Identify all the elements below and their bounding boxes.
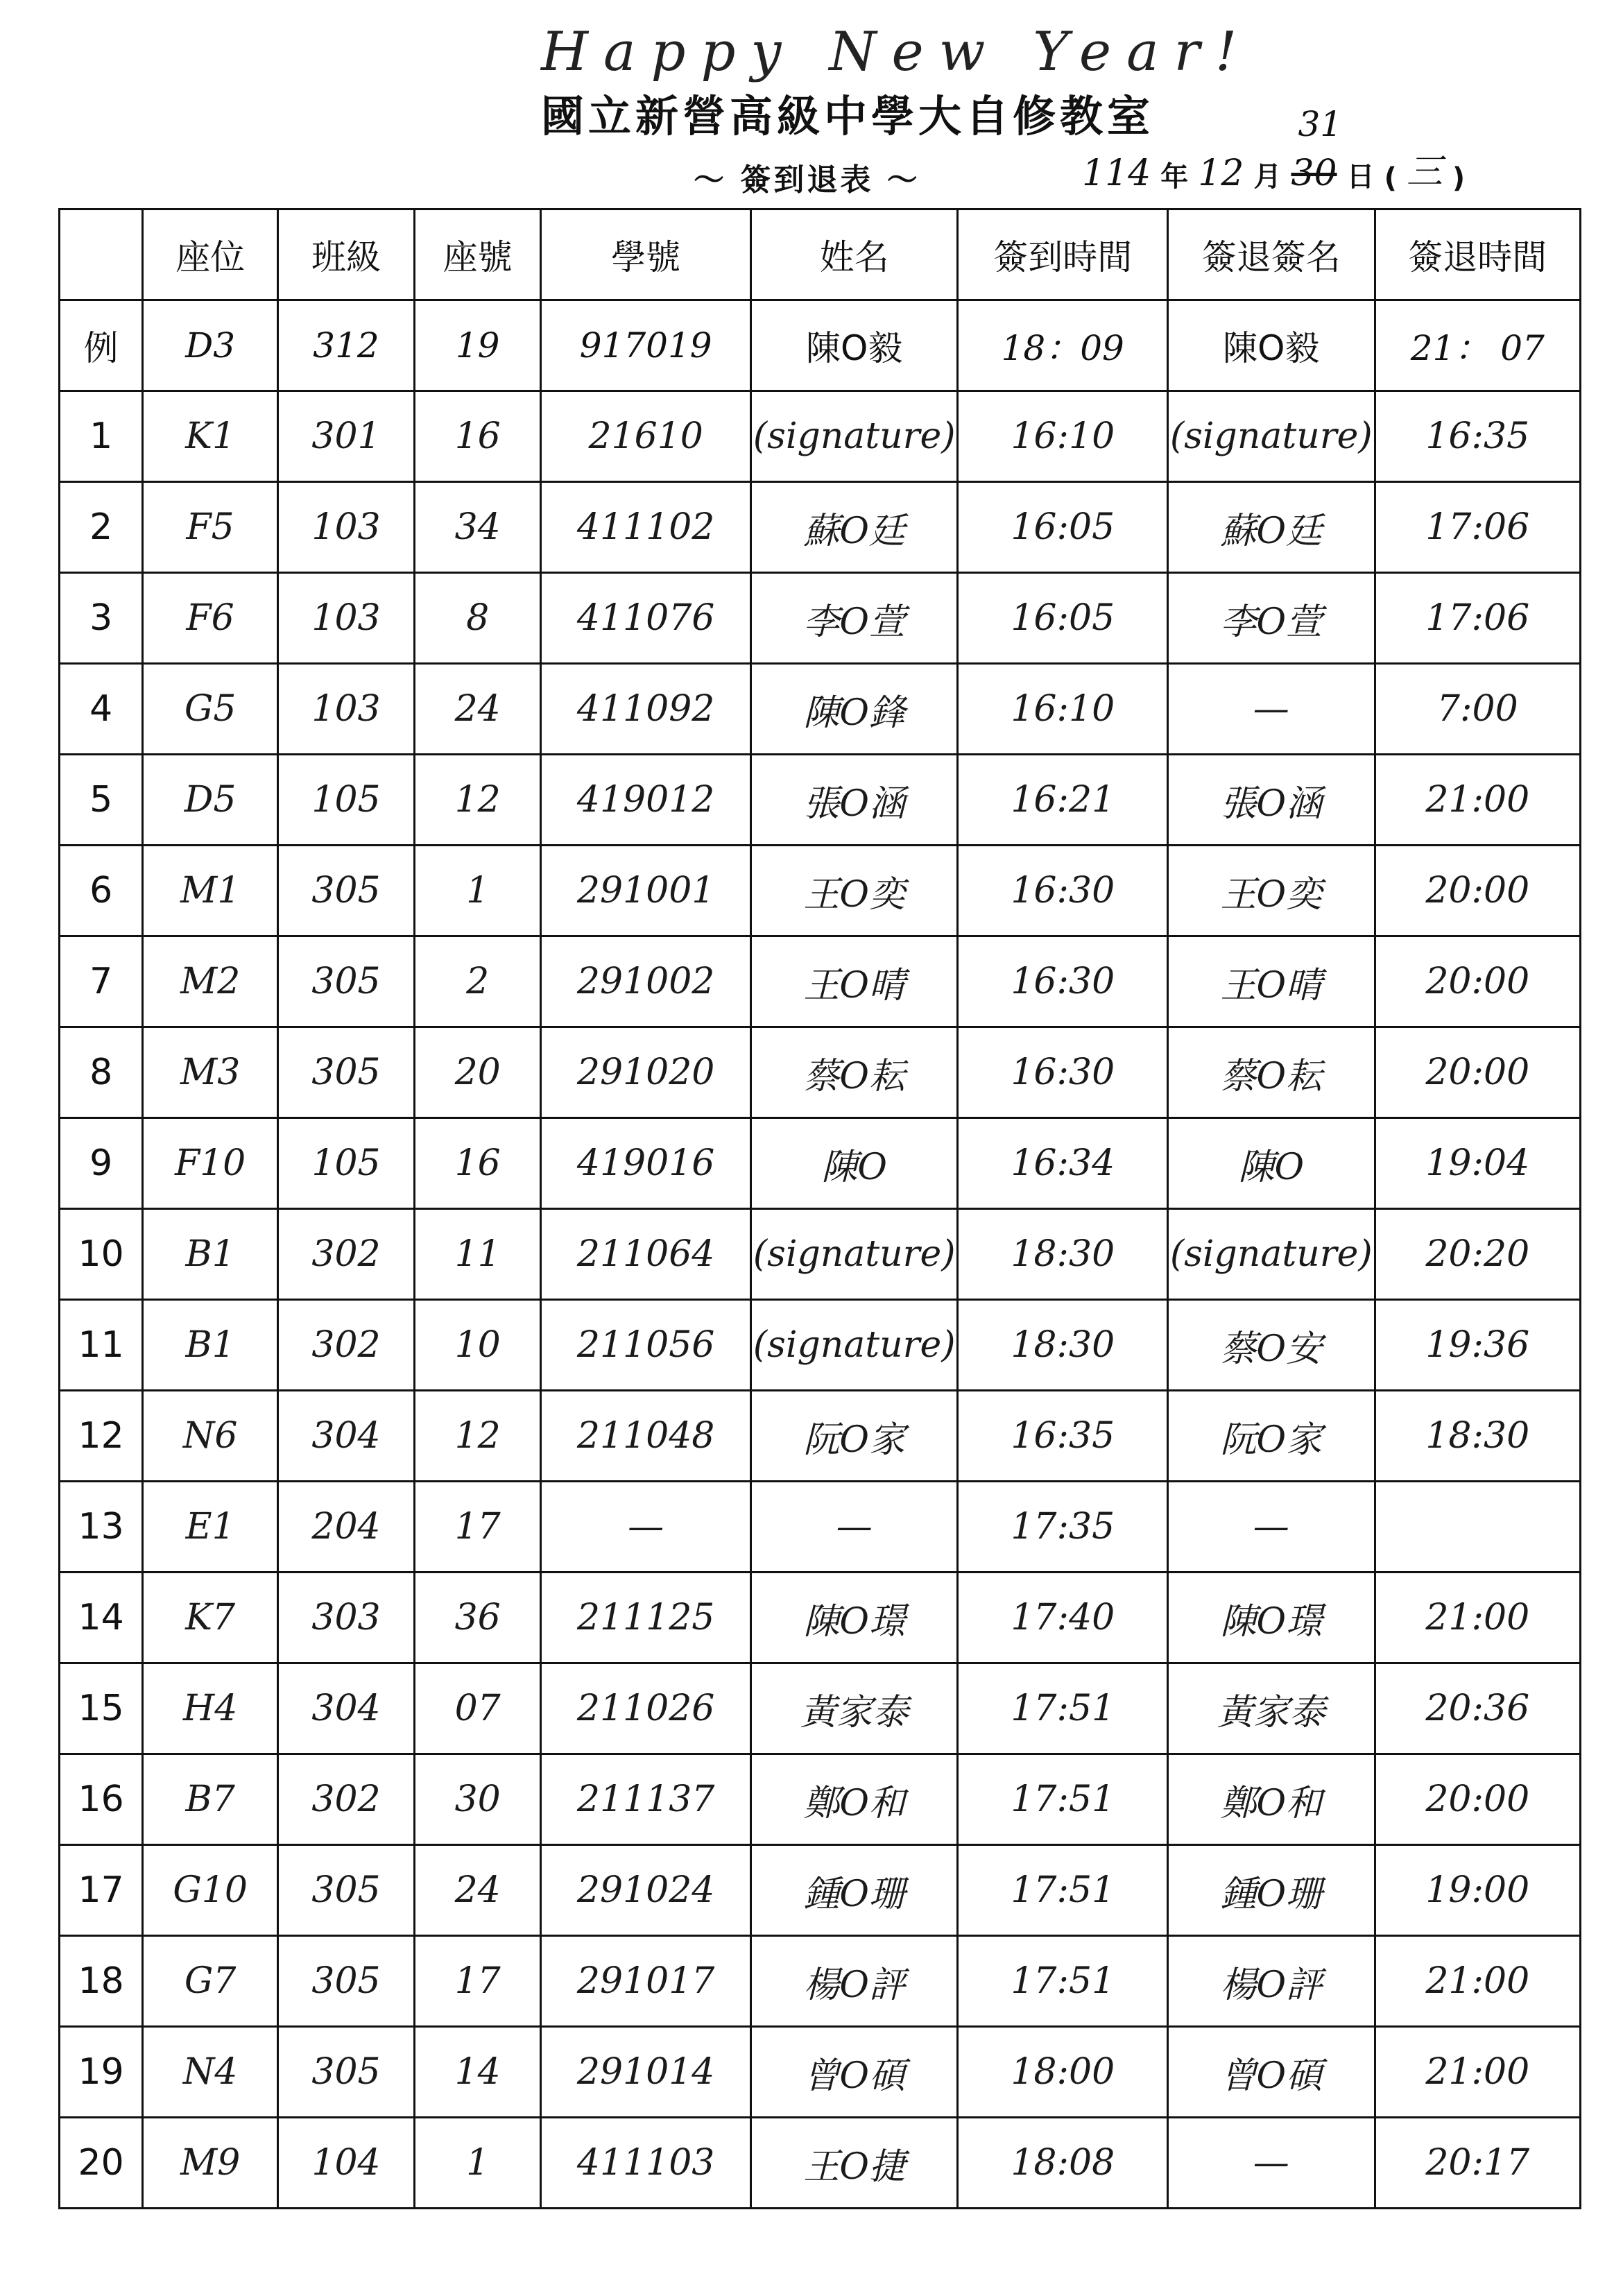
table-row	[60, 2027, 1581, 2118]
example-number: 19	[414, 300, 540, 391]
checkout-signature-cell: 鍾O珊	[1168, 1845, 1375, 1936]
seat-number-cell: 36	[414, 1573, 540, 1663]
name-cell: —	[750, 1482, 957, 1573]
student-id-cell: 291017	[541, 1936, 751, 2027]
table-row	[60, 1845, 1581, 1936]
checkout-signature-cell: 黃家泰	[1168, 1663, 1375, 1754]
checkin-time-cell: 17:51	[958, 1936, 1168, 2027]
table-row	[60, 1391, 1581, 1482]
checkin-time-cell: 16:30	[958, 1027, 1168, 1118]
checkout-time-cell	[1375, 1482, 1580, 1573]
name-cell: 阮O家	[750, 1391, 957, 1482]
class-cell: 302	[278, 1754, 415, 1845]
seat-number-cell: 20	[414, 1027, 540, 1118]
sign-in-out-table	[58, 208, 1581, 2209]
table-row	[60, 1663, 1581, 1754]
col-number: 座號	[414, 209, 540, 300]
weekday-close: )	[1452, 162, 1466, 194]
checkout-signature-cell: 李O萱	[1168, 573, 1375, 664]
checkin-time-cell: 16:10	[958, 664, 1168, 755]
class-cell: 301	[278, 391, 415, 482]
col-class: 班級	[278, 209, 415, 300]
class-cell: 103	[278, 573, 415, 664]
table-row	[60, 936, 1581, 1027]
example-name: 陳O毅	[750, 300, 957, 391]
seat-number-cell: 24	[414, 1845, 540, 1936]
seat-number-cell: 17	[414, 1936, 540, 2027]
example-label: 例	[60, 300, 143, 391]
row-index: 5	[60, 755, 143, 846]
checkout-signature-cell: 阮O家	[1168, 1391, 1375, 1482]
checkout-signature-cell: (signature)	[1168, 391, 1375, 482]
seat-cell: N4	[143, 2027, 278, 2118]
seat-cell: K1	[143, 391, 278, 482]
row-index: 1	[60, 391, 143, 482]
student-id-cell: 211064	[541, 1209, 751, 1300]
seat-cell: K7	[143, 1573, 278, 1663]
seat-number-cell: 12	[414, 1391, 540, 1482]
checkout-time-cell: 20:00	[1375, 1027, 1580, 1118]
row-index: 3	[60, 573, 143, 664]
checkout-signature-cell: 蔡O安	[1168, 1300, 1375, 1391]
checkout-signature-cell: (signature)	[1168, 1209, 1375, 1300]
checkin-time-cell: 17:35	[958, 1482, 1168, 1573]
class-cell: 303	[278, 1573, 415, 1663]
example-seat: D3	[143, 300, 278, 391]
seat-number-cell: 1	[414, 2118, 540, 2209]
student-id-cell: 411102	[541, 482, 751, 573]
checkout-signature-cell: 曾O碩	[1168, 2027, 1375, 2118]
student-id-cell: 419016	[541, 1118, 751, 1209]
checkout-time-cell: 20:00	[1375, 1754, 1580, 1845]
name-cell: 黃家泰	[750, 1663, 957, 1754]
class-cell: 305	[278, 1845, 415, 1936]
seat-number-cell: 16	[414, 391, 540, 482]
seat-number-cell: 17	[414, 1482, 540, 1573]
checkout-signature-cell: 陳O璟	[1168, 1573, 1375, 1663]
row-index: 14	[60, 1573, 143, 1663]
row-index: 16	[60, 1754, 143, 1845]
checkin-time-cell: 17:51	[958, 1845, 1168, 1936]
student-id-cell: 291002	[541, 936, 751, 1027]
seat-cell: B1	[143, 1300, 278, 1391]
checkin-time-cell: 16:35	[958, 1391, 1168, 1482]
checkout-time-cell: 21:00	[1375, 1573, 1580, 1663]
col-name: 姓名	[750, 209, 957, 300]
checkin-time-cell: 18:30	[958, 1209, 1168, 1300]
col-checkin-time: 簽到時間	[958, 209, 1168, 300]
header-row	[60, 209, 1581, 300]
seat-cell: N6	[143, 1391, 278, 1482]
example-checkin: 18：09	[958, 300, 1168, 391]
student-id-cell: 211048	[541, 1391, 751, 1482]
student-id-cell: 291024	[541, 1845, 751, 1936]
name-cell: 王O捷	[750, 2118, 957, 2209]
table-row	[60, 664, 1581, 755]
class-cell: 305	[278, 1936, 415, 2027]
seat-cell: M9	[143, 2118, 278, 2209]
date-day	[1291, 104, 1343, 194]
name-cell: 曾O碩	[750, 2027, 957, 2118]
seat-cell: M3	[143, 1027, 278, 1118]
weekday-open: (	[1384, 162, 1397, 194]
seat-cell: B1	[143, 1209, 278, 1300]
row-index: 10	[60, 1209, 143, 1300]
checkout-time-cell: 7:00	[1375, 664, 1580, 755]
seat-number-cell: 16	[414, 1118, 540, 1209]
name-cell: 張O涵	[750, 755, 957, 846]
class-cell: 103	[278, 664, 415, 755]
checkout-time-cell: 20:00	[1375, 846, 1580, 936]
seat-cell: F6	[143, 573, 278, 664]
date-line	[1082, 104, 1466, 194]
class-cell: 302	[278, 1300, 415, 1391]
class-cell: 305	[278, 936, 415, 1027]
name-cell: 王O晴	[750, 936, 957, 1027]
checkout-time-cell: 19:04	[1375, 1118, 1580, 1209]
student-id-cell: 411103	[541, 2118, 751, 2209]
checkout-time-cell: 20:36	[1375, 1663, 1580, 1754]
checkin-time-cell: 16:30	[958, 936, 1168, 1027]
class-cell: 103	[278, 482, 415, 573]
date-month: 12	[1198, 153, 1244, 194]
table-row	[60, 1118, 1581, 1209]
seat-cell: G7	[143, 1936, 278, 2027]
name-cell: (signature)	[750, 1209, 957, 1300]
checkin-time-cell: 16:05	[958, 482, 1168, 573]
student-id-cell: 291020	[541, 1027, 751, 1118]
row-index: 17	[60, 1845, 143, 1936]
checkout-signature-cell: 蘇O廷	[1168, 482, 1375, 573]
checkout-time-cell: 20:20	[1375, 1209, 1580, 1300]
student-id-cell: 211026	[541, 1663, 751, 1754]
seat-cell: D5	[143, 755, 278, 846]
name-cell: 陳O鋒	[750, 664, 957, 755]
student-id-cell: 211056	[541, 1300, 751, 1391]
table-row	[60, 482, 1581, 573]
seat-cell: E1	[143, 1482, 278, 1573]
student-id-cell: 211125	[541, 1573, 751, 1663]
row-index: 20	[60, 2118, 143, 2209]
table-row	[60, 755, 1581, 846]
row-index: 8	[60, 1027, 143, 1118]
name-cell: 蘇O廷	[750, 482, 957, 573]
name-cell: 鄭O和	[750, 1754, 957, 1845]
subtitle-text: ～ 簽到退表 ～	[694, 162, 920, 198]
example-checkout-time: 21： 07	[1375, 300, 1580, 391]
seat-cell: F5	[143, 482, 278, 573]
checkout-time-cell: 20:00	[1375, 936, 1580, 1027]
checkout-signature-cell: —	[1168, 664, 1375, 755]
col-checkout-time: 簽退時間	[1375, 209, 1580, 300]
checkout-time-cell: 17:06	[1375, 482, 1580, 573]
name-cell: 陳O璟	[750, 1573, 957, 1663]
class-cell: 104	[278, 2118, 415, 2209]
name-cell: 陳O	[750, 1118, 957, 1209]
name-cell: 王O奕	[750, 846, 957, 936]
checkin-time-cell: 16:10	[958, 391, 1168, 482]
table-row	[60, 1754, 1581, 1845]
row-index: 11	[60, 1300, 143, 1391]
checkout-signature-cell: 楊O評	[1168, 1936, 1375, 2027]
class-cell: 105	[278, 1118, 415, 1209]
class-cell: 302	[278, 1209, 415, 1300]
checkout-time-cell: 21:00	[1375, 1936, 1580, 2027]
seat-cell: G5	[143, 664, 278, 755]
student-id-cell: 411092	[541, 664, 751, 755]
date-year-label: 年	[1160, 161, 1189, 193]
table-row	[60, 573, 1581, 664]
checkout-time-cell: 19:00	[1375, 1845, 1580, 1936]
table-row	[60, 1936, 1581, 2027]
checkin-time-cell: 18:00	[958, 2027, 1168, 2118]
date-day-label: 日	[1346, 161, 1375, 193]
student-id-cell: 211137	[541, 1754, 751, 1845]
example-checkout-signature: 陳O毅	[1168, 300, 1375, 391]
date-weekday: 三	[1406, 151, 1443, 193]
checkin-time-cell: 16:30	[958, 846, 1168, 936]
handwritten-greeting: Happy New Year!	[541, 21, 1253, 83]
checkout-signature-cell: 蔡O耘	[1168, 1027, 1375, 1118]
checkout-time-cell: 17:06	[1375, 573, 1580, 664]
row-index: 2	[60, 482, 143, 573]
name-cell: (signature)	[750, 391, 957, 482]
table-row	[60, 846, 1581, 936]
seat-cell: H4	[143, 1663, 278, 1754]
seat-cell: G10	[143, 1845, 278, 1936]
checkin-time-cell: 17:51	[958, 1754, 1168, 1845]
example-row	[60, 300, 1581, 391]
row-index: 15	[60, 1663, 143, 1754]
checkin-time-cell: 16:34	[958, 1118, 1168, 1209]
class-cell: 304	[278, 1391, 415, 1482]
col-seat: 座位	[143, 209, 278, 300]
col-index	[60, 209, 143, 300]
example-class: 312	[278, 300, 415, 391]
checkout-time-cell: 21:00	[1375, 755, 1580, 846]
seat-number-cell: 10	[414, 1300, 540, 1391]
checkout-time-cell: 18:30	[1375, 1391, 1580, 1482]
col-student-id: 學號	[541, 209, 751, 300]
seat-cell: F10	[143, 1118, 278, 1209]
checkout-time-cell: 16:35	[1375, 391, 1580, 482]
checkin-time-cell: 17:40	[958, 1573, 1168, 1663]
checkin-time-cell: 16:05	[958, 573, 1168, 664]
col-checkout-signature: 簽退簽名	[1168, 209, 1375, 300]
seat-number-cell: 1	[414, 846, 540, 936]
seat-number-cell: 12	[414, 755, 540, 846]
row-index: 4	[60, 664, 143, 755]
date-day-original: 30	[1291, 153, 1337, 194]
class-cell: 305	[278, 846, 415, 936]
date-day-corrected: 31	[1298, 104, 1343, 144]
table-row	[60, 1573, 1581, 1663]
seat-number-cell: 11	[414, 1209, 540, 1300]
row-index: 7	[60, 936, 143, 1027]
checkout-time-cell: 19:36	[1375, 1300, 1580, 1391]
checkout-signature-cell: 王O晴	[1168, 936, 1375, 1027]
table-row	[60, 391, 1581, 482]
name-cell: (signature)	[750, 1300, 957, 1391]
seat-number-cell: 24	[414, 664, 540, 755]
checkin-time-cell: 18:08	[958, 2118, 1168, 2209]
checkout-signature-cell: 張O涵	[1168, 755, 1375, 846]
example-student-id: 917019	[541, 300, 751, 391]
class-cell: 204	[278, 1482, 415, 1573]
date-year: 114	[1082, 153, 1151, 194]
student-id-cell: 291014	[541, 2027, 751, 2118]
checkout-time-cell: 20:17	[1375, 2118, 1580, 2209]
seat-cell: B7	[143, 1754, 278, 1845]
checkout-signature-cell: 陳O	[1168, 1118, 1375, 1209]
student-id-cell: —	[541, 1482, 751, 1573]
checkin-time-cell: 17:51	[958, 1663, 1168, 1754]
row-index: 18	[60, 1936, 143, 2027]
student-id-cell: 21610	[541, 391, 751, 482]
class-cell: 304	[278, 1663, 415, 1754]
date-month-label: 月	[1253, 161, 1282, 193]
table-row	[60, 1300, 1581, 1391]
table-row	[60, 2118, 1581, 2209]
student-id-cell: 411076	[541, 573, 751, 664]
row-index: 6	[60, 846, 143, 936]
row-index: 9	[60, 1118, 143, 1209]
seat-cell: M1	[143, 846, 278, 936]
page-title: 國立新營高級中學大自修教室	[541, 91, 1155, 142]
checkout-time-cell: 21:00	[1375, 2027, 1580, 2118]
seat-number-cell: 30	[414, 1754, 540, 1845]
table-row	[60, 1209, 1581, 1300]
seat-number-cell: 07	[414, 1663, 540, 1754]
class-cell: 305	[278, 2027, 415, 2118]
row-index: 19	[60, 2027, 143, 2118]
checkout-signature-cell: 王O奕	[1168, 846, 1375, 936]
table-row	[60, 1482, 1581, 1573]
student-id-cell: 419012	[541, 755, 751, 846]
subtitle	[694, 149, 920, 205]
student-id-cell: 291001	[541, 846, 751, 936]
row-index: 13	[60, 1482, 143, 1573]
name-cell: 李O萱	[750, 573, 957, 664]
seat-number-cell: 8	[414, 573, 540, 664]
name-cell: 楊O評	[750, 1936, 957, 2027]
checkin-time-cell: 18:30	[958, 1300, 1168, 1391]
class-cell: 105	[278, 755, 415, 846]
checkout-signature-cell: —	[1168, 1482, 1375, 1573]
name-cell: 蔡O耘	[750, 1027, 957, 1118]
class-cell: 305	[278, 1027, 415, 1118]
seat-number-cell: 2	[414, 936, 540, 1027]
checkin-time-cell: 16:21	[958, 755, 1168, 846]
name-cell: 鍾O珊	[750, 1845, 957, 1936]
row-index: 12	[60, 1391, 143, 1482]
seat-number-cell: 14	[414, 2027, 540, 2118]
checkout-signature-cell: 鄭O和	[1168, 1754, 1375, 1845]
table-row	[60, 1027, 1581, 1118]
seat-number-cell: 34	[414, 482, 540, 573]
checkout-signature-cell: —	[1168, 2118, 1375, 2209]
seat-cell: M2	[143, 936, 278, 1027]
